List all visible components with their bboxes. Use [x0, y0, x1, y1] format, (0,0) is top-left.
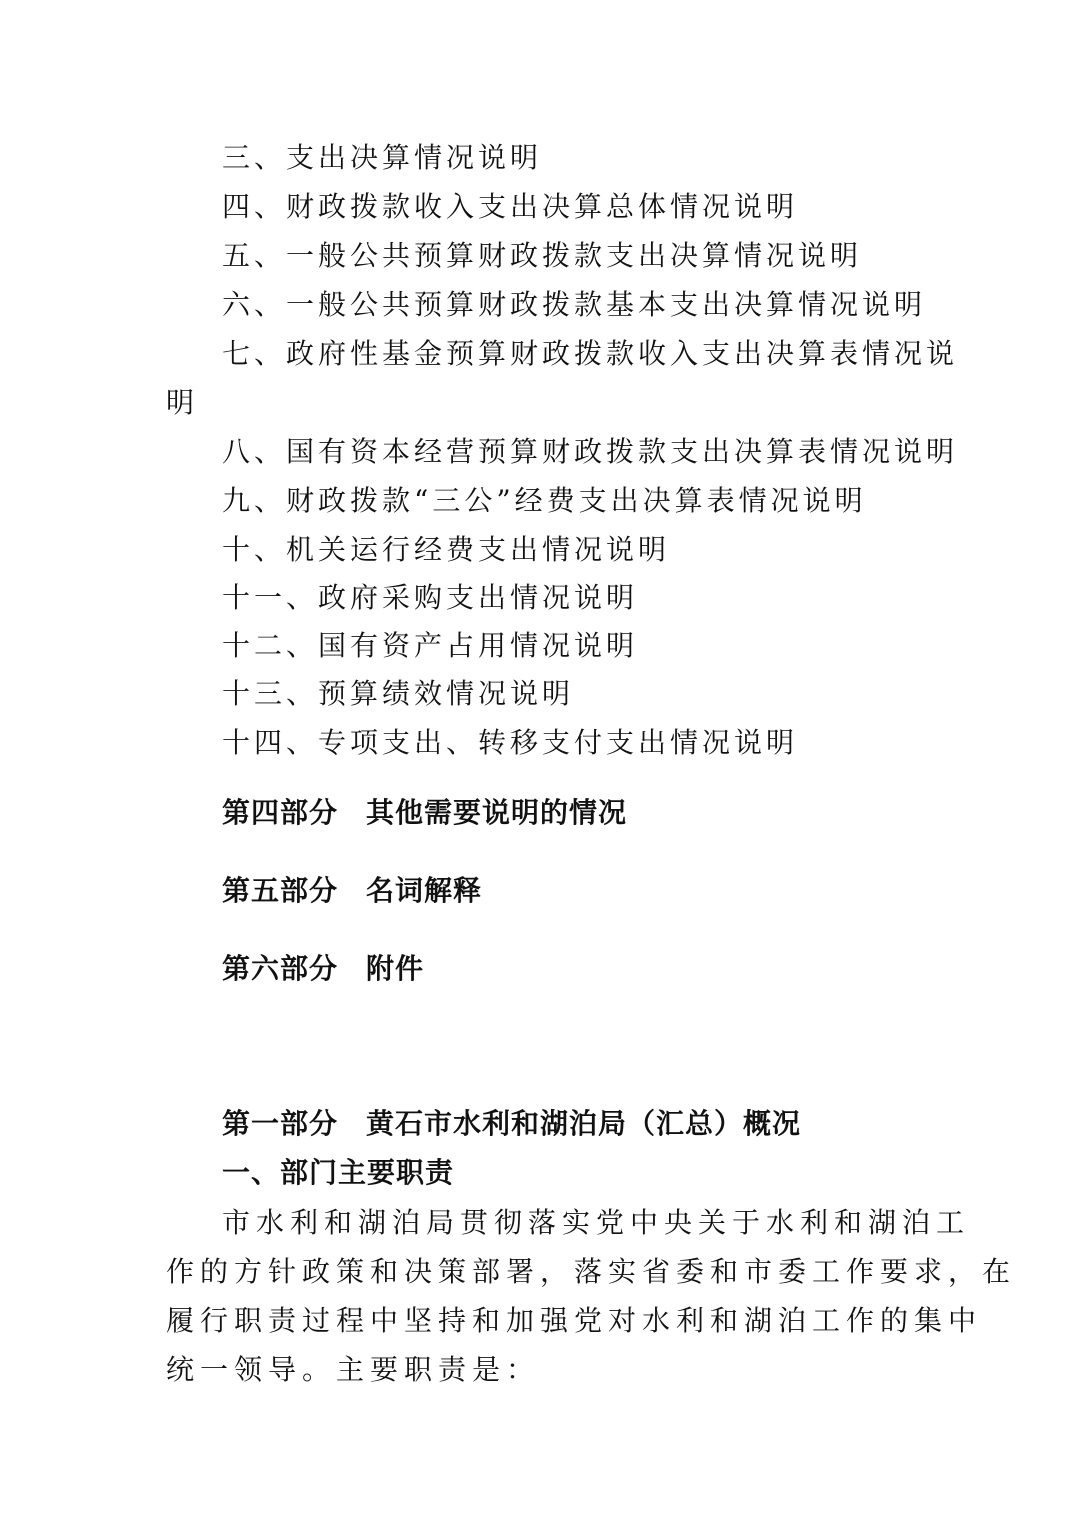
toc-item-11: 十一、政府采购支出情况说明 [222, 581, 639, 614]
part-title: 附件 [366, 952, 425, 985]
toc-item-5: 五、一般公共预算财政拨款支出决算情况说明 [222, 239, 863, 272]
toc-item-10: 十、机关运行经费支出情况说明 [222, 533, 671, 566]
paragraph-line-2: 作的方针政策和决策部署，落实省委和市委工作要求，在 [166, 1255, 1017, 1288]
part-label: 第四部分 [222, 796, 339, 829]
part-title: 其他需要说明的情况 [366, 796, 628, 829]
toc-item-7-continuation: 明 [166, 386, 199, 419]
part-label: 第五部分 [222, 874, 339, 907]
toc-item-6: 六、一般公共预算财政拨款基本支出决算情况说明 [222, 288, 927, 321]
toc-item-3: 三、支出决算情况说明 [222, 141, 543, 174]
section-part-title: 黄石市水利和湖泊局（汇总）概况 [366, 1107, 802, 1140]
toc-item-14: 十四、专项支出、转移支付支出情况说明 [222, 726, 799, 759]
toc-item-13: 十三、预算绩效情况说明 [222, 677, 575, 710]
part-label: 第六部分 [222, 952, 339, 985]
section-part-label: 第一部分 [222, 1107, 339, 1140]
part-title: 名词解释 [366, 874, 483, 907]
paragraph-line-1: 市水利和湖泊局贯彻落实党中央关于水利和湖泊工 [222, 1206, 971, 1239]
toc-item-12: 十二、国有资产占用情况说明 [222, 629, 639, 662]
toc-item-8: 八、国有资本经营预算财政拨款支出决算表情况说明 [222, 435, 959, 468]
section-title [222, 1108, 801, 1140]
toc-item-9: 九、财政拨款“三公”经费支出决算表情况说明 [222, 484, 867, 517]
toc-part-4 [222, 797, 627, 829]
toc-item-7: 七、政府性基金预算财政拨款收入支出决算表情况说 [222, 337, 959, 370]
toc-part-5 [222, 875, 482, 907]
paragraph-line-3: 履行职责过程中坚持和加强党对水利和湖泊工作的集中 [166, 1304, 983, 1337]
section-subheading: 一、部门主要职责 [222, 1156, 455, 1189]
paragraph-line-4: 统一领导。主要职责是： [166, 1353, 541, 1386]
toc-part-6 [222, 953, 424, 985]
toc-item-4: 四、财政拨款收入支出决算总体情况说明 [222, 190, 799, 223]
